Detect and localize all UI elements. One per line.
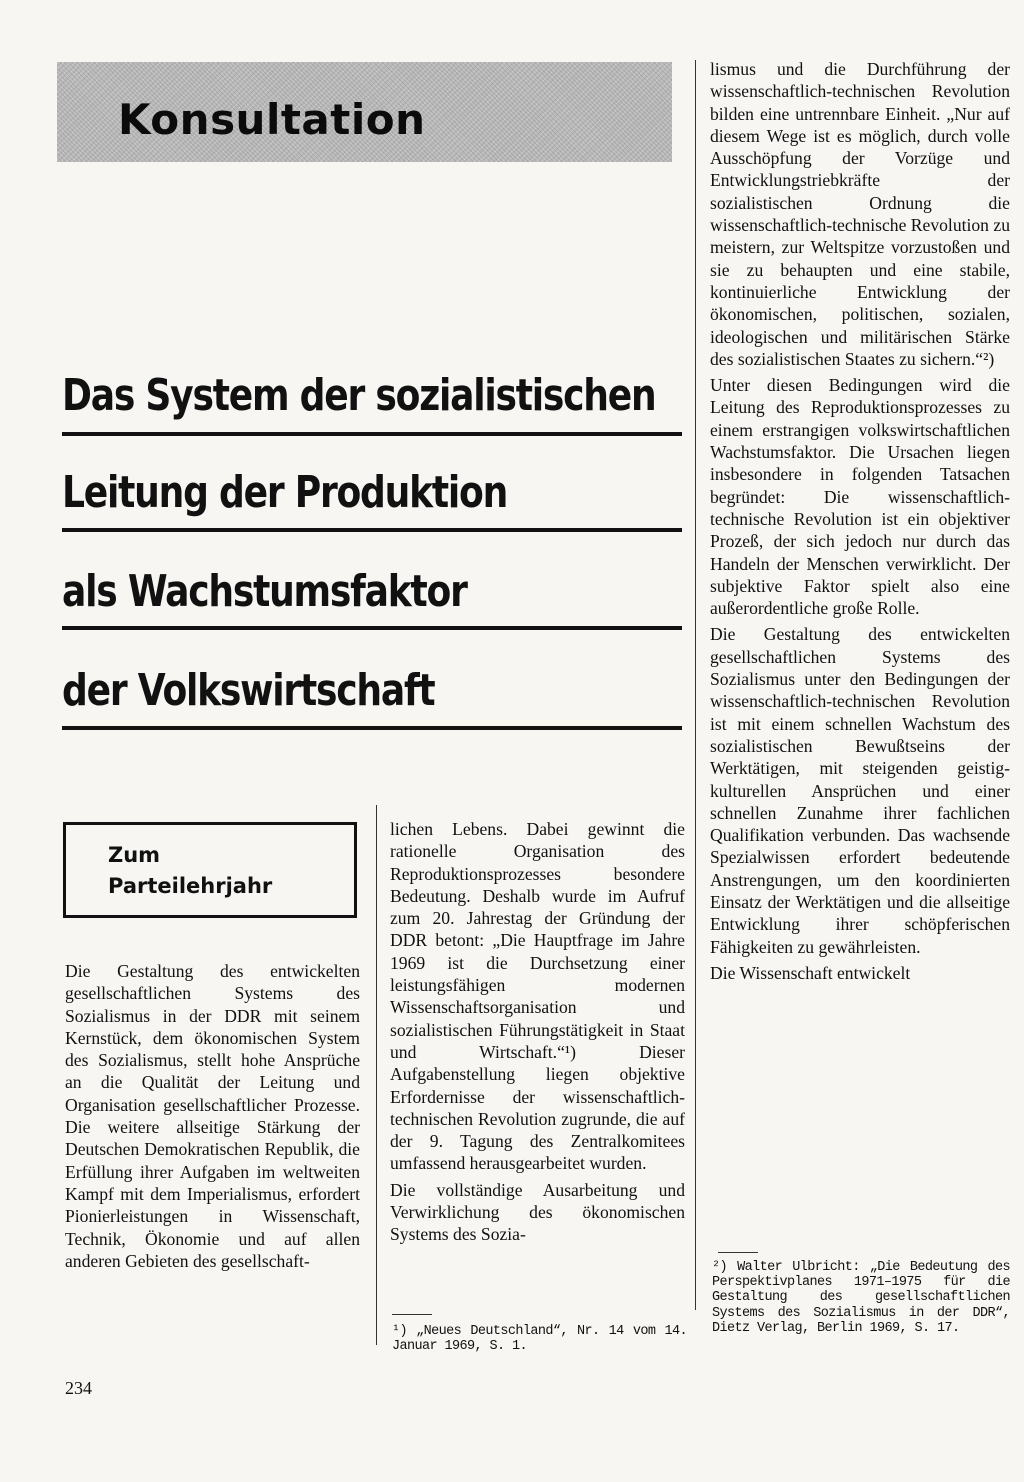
column-2-paragraph-1: lichen Lebens. Dabei gewinnt die rationelle Organisation des Reproduktionsprozesses besondere Bedeutung. Deshalb wurde im Aufruf zum 20. Jahrestag der Gründung der DDR betont: „Die Hauptfrage im Jahre 1969 ist die Durchsetzung einer leistungsfähigen modernen Wissenschaftsorganisation und sozialistischen Führungstätigkeit in Staat und Wirtschaft.“¹) Dieser Aufgabenstellung liegen objektive Erfordernisse der wissenschaftlich-technischen Revolution zugrunde, die auf der 9. Tagung des Zentralkomitees umfassend herausgearbeitet wurden. [390,819,685,1174]
title-line-1: Das System der sozialistischen [62,370,656,421]
column-3 [710,58,1010,988]
footnote-2: ²) Walter Ulbricht: „Die Bedeutung des Perspektivplanes 1971–1975 für die Gestaltung des gesellschaftlichen Systems des Sozialismus in der DDR“, Dietz Verlag, Berlin 1969, S. 17. [712,1260,1010,1336]
series-box-line-1: Zum [108,843,161,867]
column-3-paragraph-2: Unter diesen Bedingungen wird die Leitung des Reproduktionsprozesses zu einem erstrangigen volkswirtschaftlichen Wachstumsfaktor. Die Ursachen liegen insbesondere in folgenden Tatsachen begründet: Die wissenschaftlich-technische Revolution ist ein objektiver Prozeß, der sich jedoch nur durch das Handeln der Menschen verwirklicht. Der subjektive Faktor spielt also eine außerordentliche große Rolle. [710,375,1010,619]
title-line-3: als Wachstumsfaktor [62,566,467,617]
column-2 [390,818,685,1250]
column-1-paragraph-1: Die Gestaltung des entwickelten gesellschaftlichen Systems des Sozialismus in der DDR mit seinem Kernstück, dem ökonomischen System des Sozialismus, stellt hohe Ansprüche an die Qualität der Leitung und Organisation gesellschaftlicher Prozesse. Die weitere allseitige Stärkung der Deutschen Demokratischen Republik, die Erfüllung ihrer Aufgaben im weltweiten Kampf mit dem Imperialismus, erfordert Pionierleistungen in Wissenschaft, Technik, Ökonomie und auf allen anderen Gebieten des gesellschaft- [65,961,360,1271]
title-rule-4 [62,726,682,730]
column-divider-right [695,60,696,1310]
footnote-rule-1 [392,1314,432,1315]
column-divider-left [376,805,377,1345]
series-box-label [108,840,272,902]
page-number: 234 [65,1378,92,1398]
column-1 [65,960,360,1276]
section-label: Konsultation [118,95,426,144]
title-line-4: der Volkswirtschaft [62,665,435,716]
column-3-paragraph-3: Die Gestaltung des entwickelten gesellschaftlichen Systems des Sozialismus unter den Bedingungen der wissenschaftlich-technischen Revolution ist mit einem schnellen Wachstum des sozialistischen Bewußtseins der Werktätigen, mit steigenden geistig-kulturellen Ansprüchen und einer schnellen Zunahme ihrer fachlichen Qualifikation verbunden. Das wachsende Spezialwissen erfordert bedeutende Anstrengungen, um den koordinierten Einsatz der Werktätigen und die allseitige Entwicklung ihrer schöpferischen Fähigkeiten zu gewährleisten. [710,624,1010,957]
title-rule-3 [62,626,682,630]
footnote-1: ¹) „Neues Deutschland“, Nr. 14 vom 14. Januar 1969, S. 1. [392,1324,687,1355]
title-rule-2 [62,528,682,532]
footnote-rule-2 [718,1252,758,1253]
column-3-paragraph-4: Die Wissenschaft entwickelt [710,962,911,983]
column-3-paragraph-1: lismus und die Durchführung der wissenschaftlich-technischen Revolution bilden eine untrennbare Einheit. „Nur auf diesem Wege ist es möglich, durch volle Ausschöpfung der Vorzüge und Entwicklungstriebkräfte der sozialistischen Ordnung die wissenschaftlich-technische Revolution zu meistern, zur Weltspitze vorzustoßen und sie zu behaupten und eine stabile, kontinuierliche Entwicklung der ökonomischen, politischen, sozialen, ideologischen und militärischen Stärke des sozialistischen Staates zu sichern.“²) [710,59,1010,369]
title-line-2: Leitung der Produktion [62,467,508,518]
title-rule-1 [62,432,682,436]
series-box-line-2: Parteilehrjahr [108,874,273,898]
column-2-paragraph-2: Die vollständige Ausarbeitung und Verwirklichung des ökonomischen Systems des Sozia- [390,1179,685,1245]
